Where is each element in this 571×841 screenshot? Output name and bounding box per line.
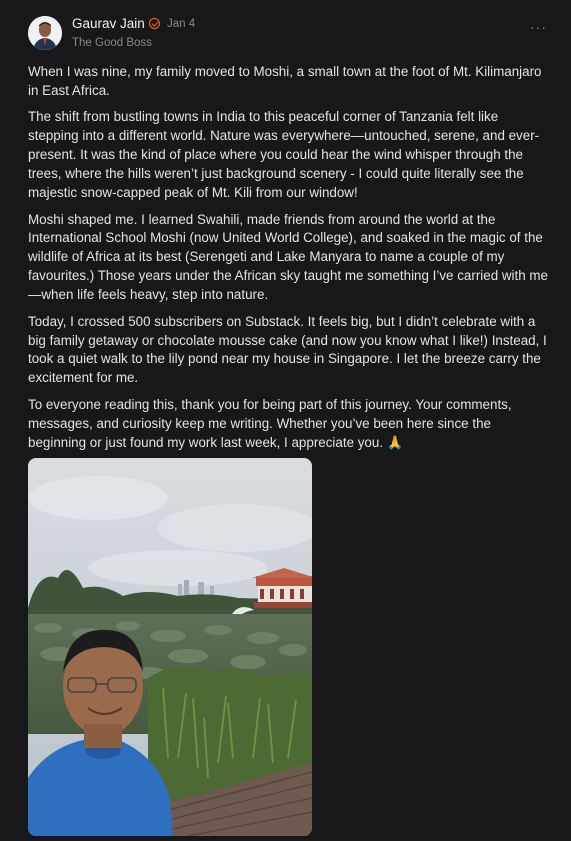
- post-paragraph: When I was nine, my family moved to Moshi, a small town at the foot of Mt. Kilimanjaro in East Africa.: [28, 64, 542, 98]
- post-paragraph: The shift from bustling towns in India to this peaceful corner of Tanzania felt like stepping into a different world. Nature was everywhere—untouched, serene, and ever-present. It was the kind of place where you could hear the wind whisper through the trees, where the hills weren’t just background scenery - I could quite literally see the majestic snow-capped peak of Mt. Kili from our window!: [28, 109, 540, 201]
- publication-name[interactable]: The Good Boss: [72, 37, 152, 49]
- author-avatar[interactable]: [28, 16, 62, 50]
- post-date: Jan 4: [167, 18, 196, 30]
- post-paragraph: Today, I crossed 500 subscribers on Substack. It feels big, but I didn’t celebrate with a big family getaway or chocolate mousse cake (and now you know what I like!) Instead, I took a quiet walk to the lily pond near my house in Singapore. I let the breeze carry the excitement for me.: [28, 313, 547, 386]
- more-options-button[interactable]: ···: [530, 19, 547, 35]
- post-paragraph: Moshi shaped me. I learned Swahili, made friends from around the world at the International School Moshi (now United World College), and soaked in the magic of the wildlife of Africa at its best (Serengeti and Lake Manyara to name a couple of my favourites.) Those years under the African sky taught me something I’ve carried with me—when life feels heavy, step into nature.: [28, 211, 548, 303]
- post-photo[interactable]: [28, 458, 312, 836]
- avatar-image: [28, 16, 62, 50]
- selfie-lily-pond-image: [28, 458, 312, 836]
- verified-badge-icon: [149, 18, 160, 29]
- post-paragraph: To everyone reading this, thank you for being part of this journey. Your comments, messages, and curiosity keep me writing. Whether you’ve been here since the beginning or just found my work last week, I appreciate you. 🙏: [28, 396, 512, 450]
- post-body: [28, 63, 548, 460]
- author-name[interactable]: Gaurav Jain: [72, 16, 145, 31]
- post-header: [28, 16, 551, 52]
